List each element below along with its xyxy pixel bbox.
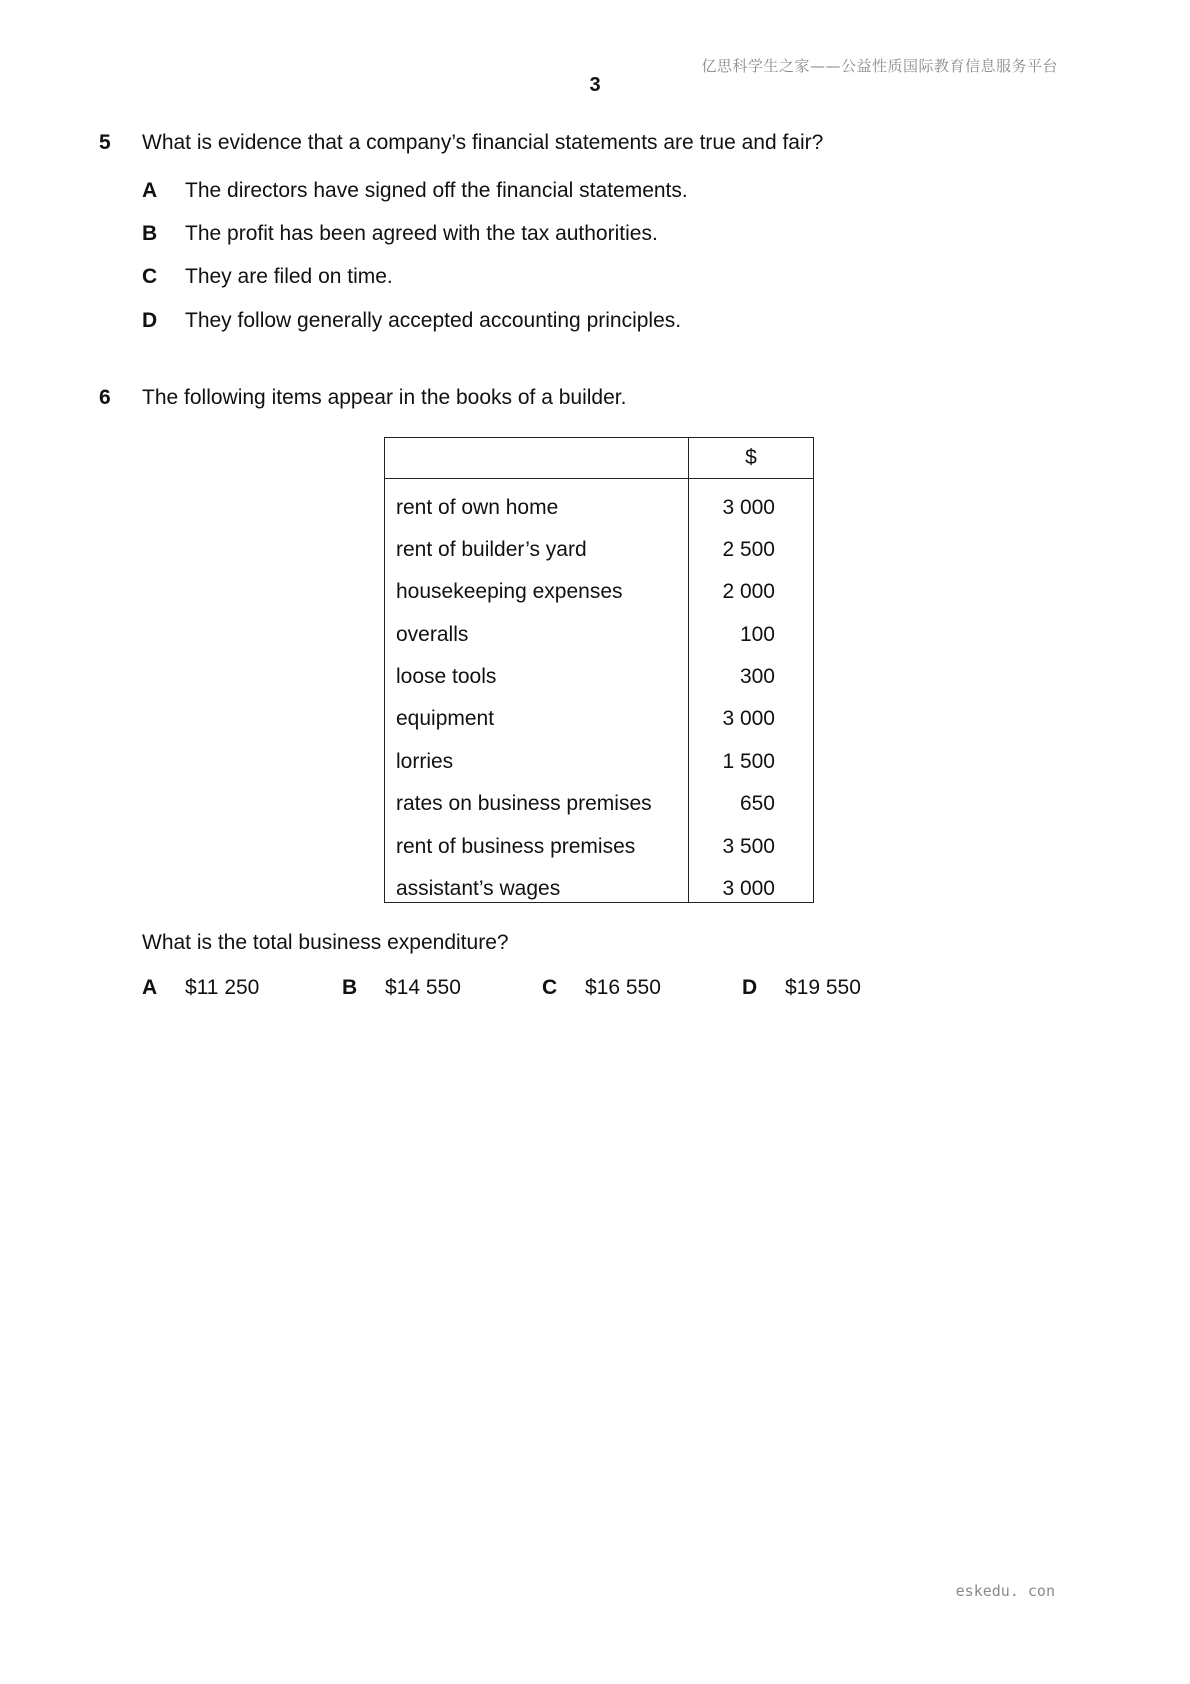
table-row-amount: 100	[739, 623, 775, 646]
option-letter: A	[142, 179, 158, 202]
table-row-amount: 3 000	[722, 496, 775, 519]
table-row-label: housekeeping expenses	[396, 580, 623, 603]
page-number: 3	[589, 74, 601, 96]
option-text: $14 550	[385, 976, 461, 999]
option-text: The directors have signed off the financial statements.	[185, 179, 688, 202]
option-text: The profit has been agreed with the tax authorities.	[185, 222, 658, 245]
option-text: They are filed on time.	[185, 265, 393, 288]
question-text: The following items appear in the books of a builder.	[142, 386, 627, 409]
option-letter: B	[142, 222, 158, 245]
table-row-label: rent of builder’s yard	[396, 538, 587, 561]
table-row-amount: 2 500	[722, 538, 775, 561]
option-text: They follow generally accepted accounting principles.	[185, 309, 682, 332]
table-row-label: rent of own home	[396, 496, 559, 519]
footer-watermark: eskedu. con	[955, 1582, 1055, 1600]
option-letter: B	[342, 976, 358, 999]
table-header-amount: $	[745, 446, 757, 469]
table-row-amount: 3 000	[722, 707, 775, 730]
table-row-amount: 3 000	[722, 877, 775, 900]
table-row-amount: 2 000	[722, 580, 775, 603]
question-prompt: What is the total business expenditure?	[142, 931, 509, 954]
table-row-label: rates on business premises	[396, 792, 652, 815]
table-row-label: loose tools	[396, 665, 497, 688]
option-text: $11 250	[185, 976, 260, 999]
option-letter: D	[742, 976, 758, 999]
option-text: $16 550	[585, 976, 661, 999]
table-row-amount: 3 500	[722, 835, 775, 858]
table-row-amount: 300	[739, 665, 775, 688]
table-row-amount: 650	[739, 792, 775, 815]
question-text: What is evidence that a company’s financial statements are true and fair?	[142, 131, 824, 154]
option-text: $19 550	[785, 976, 861, 999]
question-number: 6	[99, 386, 111, 409]
option-letter: C	[142, 265, 158, 288]
option-letter: A	[142, 976, 158, 999]
option-letter: D	[142, 309, 158, 332]
table-row-label: assistant’s wages	[396, 877, 561, 900]
table-row-amount: 1 500	[722, 750, 775, 773]
option-letter: C	[542, 976, 558, 999]
table-header-divider	[385, 478, 813, 479]
table-row-label: equipment	[396, 707, 495, 730]
table-column-divider	[688, 438, 689, 902]
table-row-label: overalls	[396, 623, 469, 646]
header-watermark: 亿思科学生之家——公益性质国际教育信息服务平台	[701, 57, 1058, 75]
table-row-label: rent of business premises	[396, 835, 636, 858]
question-number: 5	[99, 131, 111, 154]
table-row-label: lorries	[396, 750, 454, 773]
expense-table	[384, 437, 814, 903]
